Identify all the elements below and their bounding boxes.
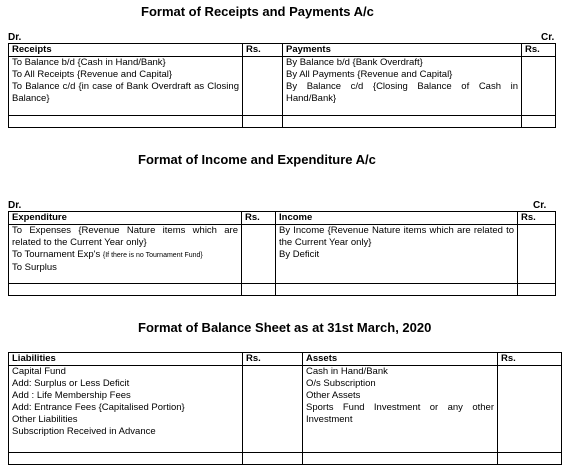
assets-header: Assets xyxy=(303,353,498,366)
list-item: Subscription Received in Advance xyxy=(12,426,156,437)
expenditure-header: Expenditure xyxy=(9,212,242,225)
list-item: To Surplus xyxy=(12,262,57,273)
rs-header: Rs. xyxy=(498,353,562,366)
list-item: Other Assets xyxy=(306,390,361,401)
amount-cell xyxy=(522,57,556,116)
total-row xyxy=(9,453,562,465)
list-item: By Income {Revenue Nature items which are related to the Current Year only} xyxy=(279,225,514,248)
list-item: Add: Surplus or Less Deficit xyxy=(12,378,130,389)
table-row xyxy=(9,225,556,284)
amount-cell xyxy=(243,57,283,116)
income-expenditure-table xyxy=(8,211,556,296)
rs-header: Rs. xyxy=(518,212,556,225)
income-expenditure-dr-label: Dr. xyxy=(8,200,22,211)
income-header: Income xyxy=(276,212,518,225)
amount-cell xyxy=(498,366,562,453)
income-expenditure-title: Format of Income and Expenditure A/c xyxy=(138,152,376,167)
total-row xyxy=(9,284,556,296)
list-item: To Expenses {Revenue Nature items which are related to the Current Year only} xyxy=(12,225,238,248)
list-item: Sports Fund Investment or any other Investment xyxy=(306,402,494,425)
payments-header: Payments xyxy=(283,44,522,57)
receipts-payments-title: Format of Receipts and Payments A/c xyxy=(141,4,374,19)
tournament-expense-text: To Tournament Exp's xyxy=(12,249,101,260)
assets-cell xyxy=(303,366,498,453)
list-item: By All Payments {Revenue and Capital} xyxy=(286,69,453,80)
income-expenditure-cr-label: Cr. xyxy=(533,200,547,211)
list-item: Other Liabilities xyxy=(12,414,78,425)
table-row xyxy=(9,366,562,453)
receipts-cell xyxy=(9,57,243,116)
expenditure-cell xyxy=(9,225,242,284)
rs-header: Rs. xyxy=(522,44,556,57)
amount-cell xyxy=(243,366,303,453)
amount-cell xyxy=(242,225,276,284)
list-item: By Deficit xyxy=(279,249,320,260)
total-row xyxy=(9,116,556,128)
table-header-row xyxy=(9,212,556,225)
list-item: To All Receipts {Revenue and Capital} xyxy=(12,69,173,80)
income-cell xyxy=(276,225,518,284)
list-item: O/s Subscription xyxy=(306,378,376,389)
balance-sheet-table xyxy=(8,352,562,465)
list-item: By Balance c/d {Closing Balance of Cash in Hand/Bank} xyxy=(286,81,518,104)
list-item: Add: Entrance Fees {Capitalised Portion} xyxy=(12,402,185,413)
payments-cell xyxy=(283,57,522,116)
receipts-header: Receipts xyxy=(9,44,243,57)
amount-cell xyxy=(518,225,556,284)
balance-sheet-title: Format of Balance Sheet as at 31st March, 2020 xyxy=(138,320,432,335)
receipts-payments-cr-label: Cr. xyxy=(541,32,555,43)
table-row xyxy=(9,57,556,116)
list-item: To Balance b/d {Cash in Hand/Bank} xyxy=(12,57,166,68)
list-item xyxy=(12,249,238,262)
rs-header: Rs. xyxy=(243,44,283,57)
liabilities-cell xyxy=(9,366,243,453)
liabilities-header: Liabilities xyxy=(9,353,243,366)
list-item: Cash in Hand/Bank xyxy=(306,366,388,377)
table-header-row xyxy=(9,44,556,57)
rs-header: Rs. xyxy=(243,353,303,366)
rs-header: Rs. xyxy=(242,212,276,225)
list-item: To Balance c/d {in case of Bank Overdraft as Closing Balance} xyxy=(12,81,239,104)
receipts-payments-table xyxy=(8,43,556,128)
tournament-note: {If there is no Tournament Fund} xyxy=(102,252,203,259)
table-header-row xyxy=(9,353,562,366)
list-item: By Balance b/d {Bank Overdraft} xyxy=(286,57,423,68)
list-item: Add : Life Membership Fees xyxy=(12,390,131,401)
list-item: Capital Fund xyxy=(12,366,66,377)
receipts-payments-dr-label: Dr. xyxy=(8,32,22,43)
